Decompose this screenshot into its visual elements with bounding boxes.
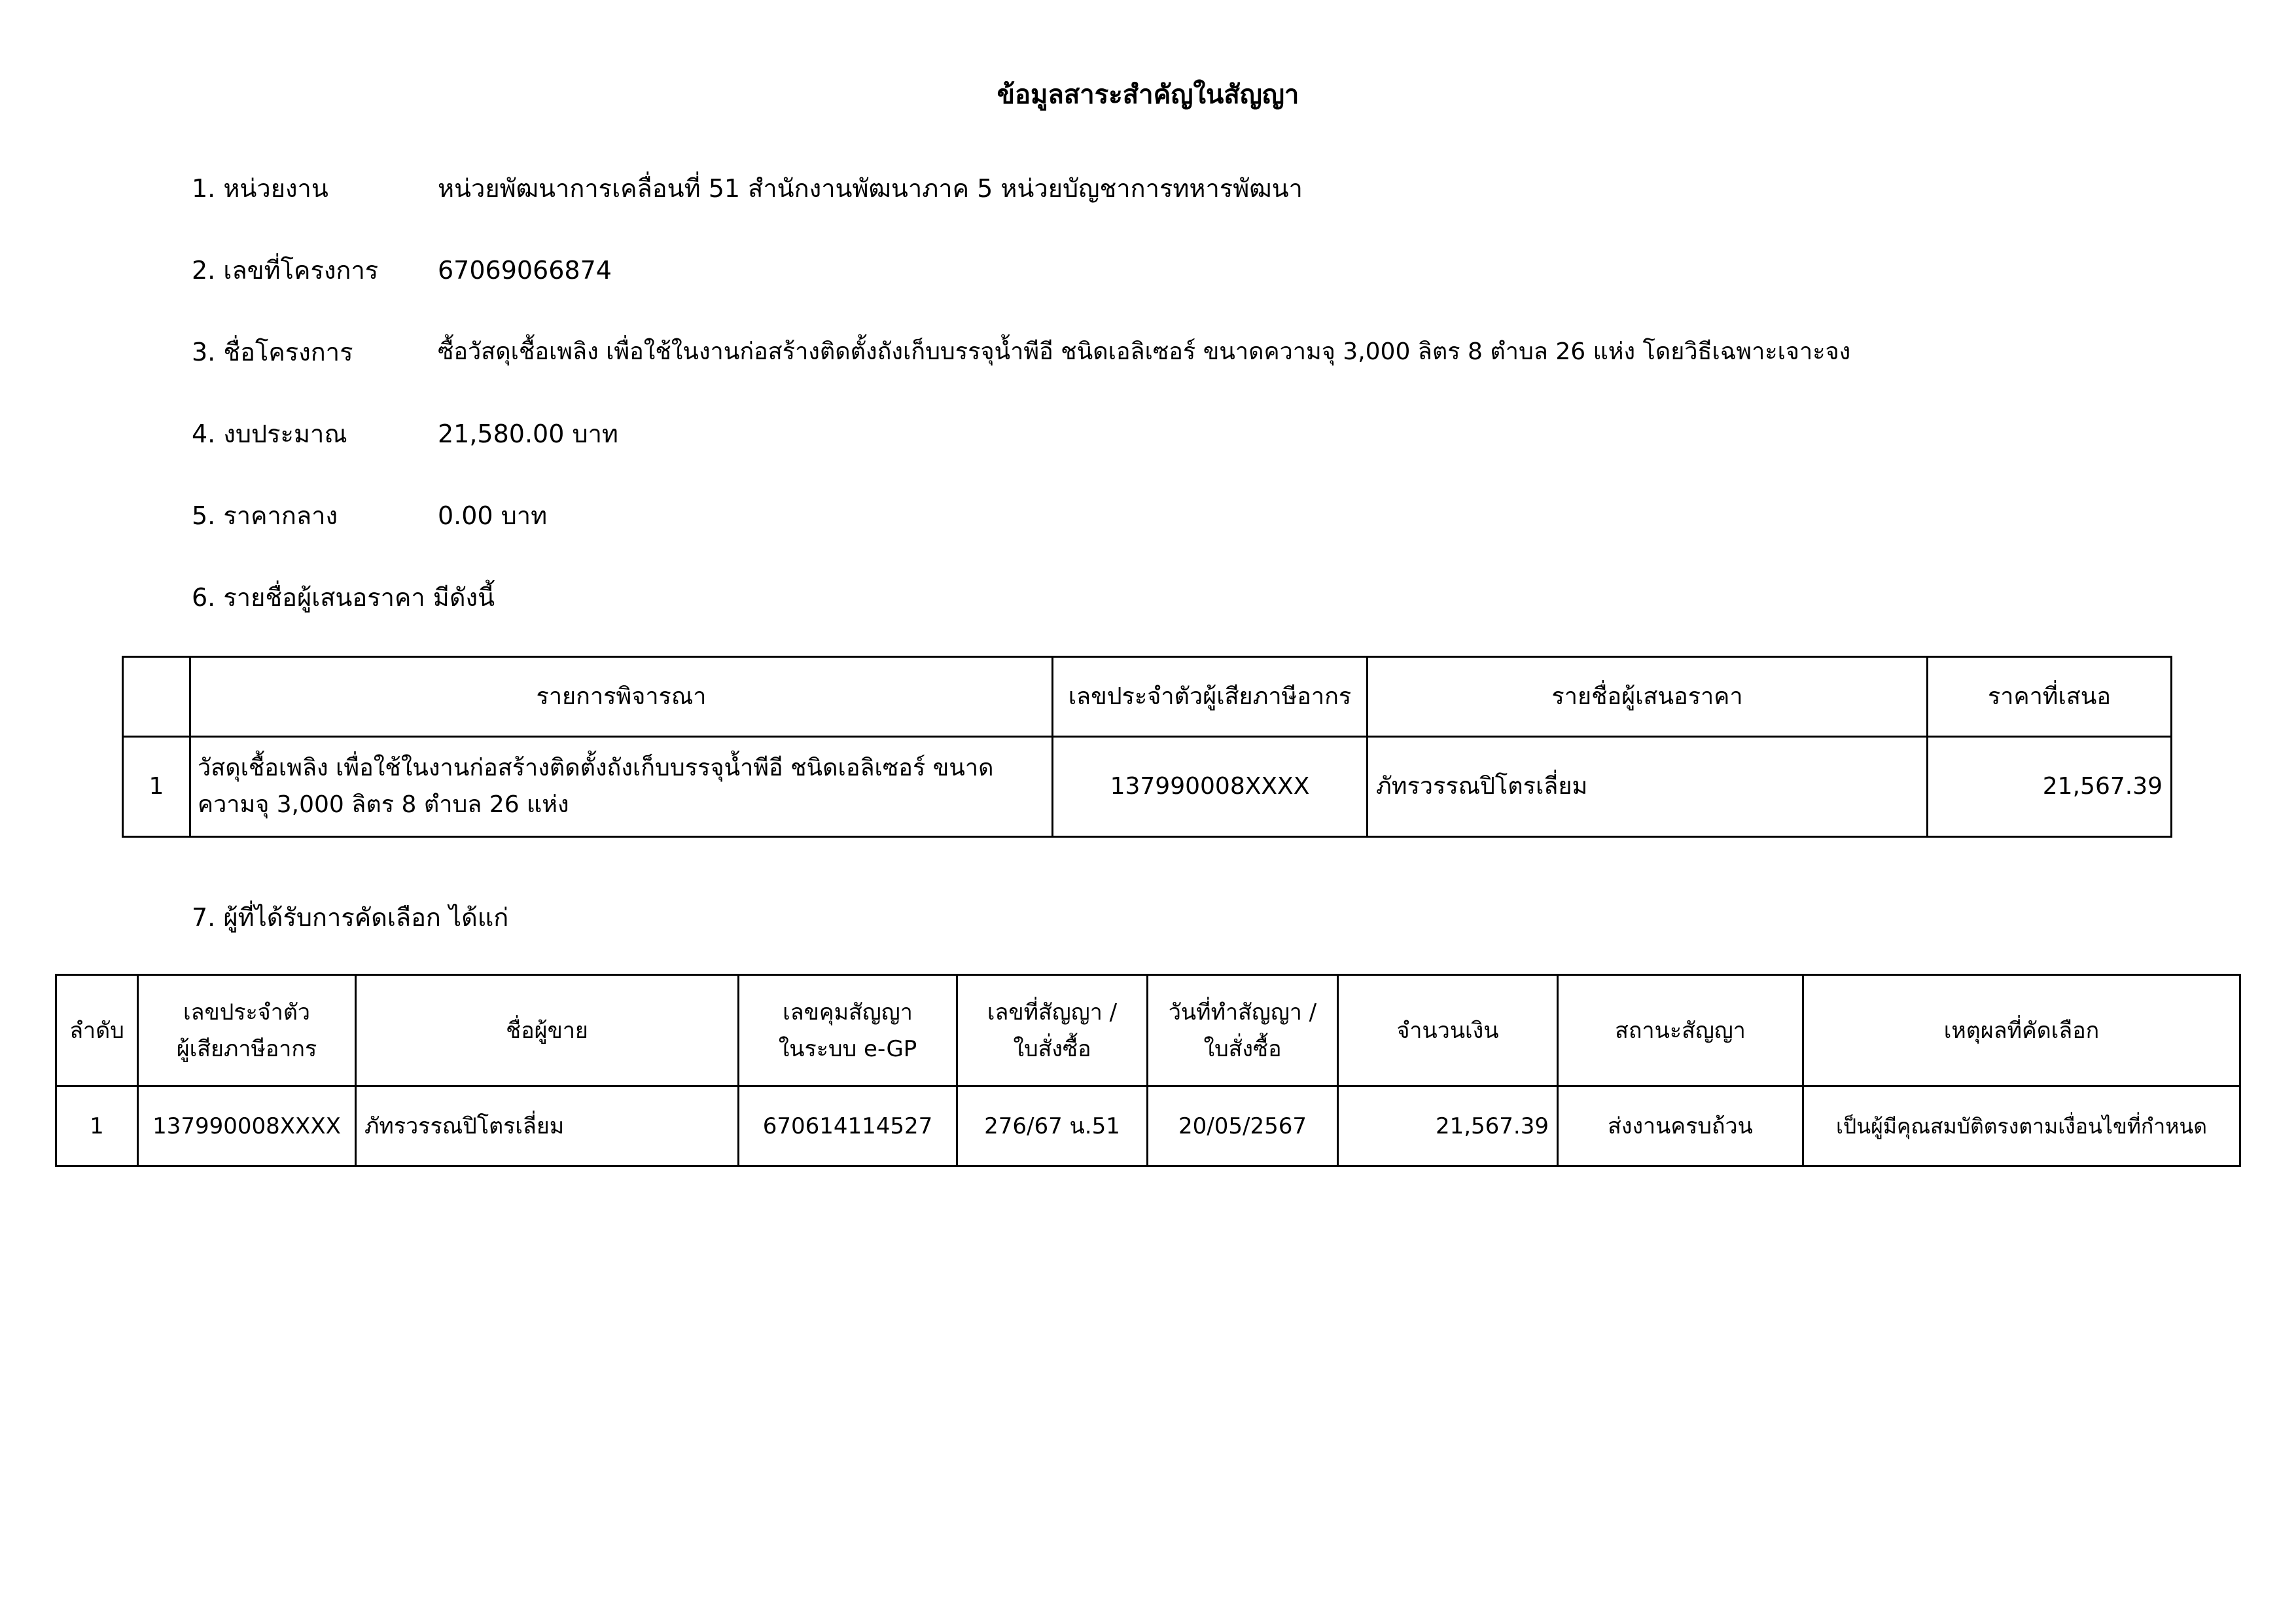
- selected-table: [55, 974, 2241, 1167]
- table-header-row: [56, 975, 2240, 1086]
- row-number: 1: [56, 1086, 138, 1166]
- column-header: เหตุผลที่คัดเลือก: [1803, 975, 2240, 1086]
- column-header: [123, 657, 190, 737]
- contract-date: 20/05/2567: [1148, 1086, 1338, 1166]
- column-header: วันที่ทำสัญญา / ใบสั่งซื้อ: [1148, 975, 1338, 1086]
- info-label: 2. เลขที่โครงการ: [192, 256, 379, 285]
- info-value: 21,580.00 บาท: [438, 419, 618, 448]
- info-label: 4. งบประมาณ: [192, 419, 347, 448]
- column-header: รายชื่อผู้เสนอราคา: [1368, 657, 1928, 737]
- column-header: รายการพิจารณา: [190, 657, 1053, 737]
- seller-name: ภัทรวรรณปิโตรเลี่ยม: [356, 1086, 739, 1166]
- selection-reason: เป็นผู้มีคุณสมบัติตรงตามเงื่อนไขที่กำหนด: [1803, 1086, 2240, 1166]
- column-header: จำนวนเงิน: [1338, 975, 1558, 1086]
- column-header: เลขคุมสัญญา ในระบบ e-GP: [739, 975, 957, 1086]
- column-header: ชื่อผู้ขาย: [356, 975, 739, 1086]
- item-description: วัสดุเชื้อเพลิง เพื่อใช้ในงานก่อสร้างติดตั้งถังเก็บบรรจุน้ำพีอี ชนิดเอลิเซอร์ ขนาดความจุ 3,000 ลิตร 8 ตำบล 26 แห่ง: [190, 737, 1053, 837]
- table-header-row: [123, 657, 2172, 737]
- tax-id: 137990008XXXX: [138, 1086, 356, 1166]
- column-header: ลำดับ: [56, 975, 138, 1086]
- info-value: หน่วยพัฒนาการเคลื่อนที่ 51 สำนักงานพัฒนาภาค 5 หน่วยบัญชาการทหารพัฒนา: [438, 174, 1303, 203]
- bidders-table: [122, 656, 2172, 838]
- document-title: ข้อมูลสาระสำคัญในสัญญา: [997, 80, 1299, 110]
- info-label: 1. หน่วยงาน: [192, 174, 328, 203]
- bidders-section-title: 6. รายชื่อผู้เสนอราคา มีดังนี้: [192, 583, 495, 612]
- contract-number: 276/67 น.51: [957, 1086, 1148, 1166]
- column-header: ราคาที่เสนอ: [1928, 657, 2172, 737]
- column-header: เลขประจำตัว ผู้เสียภาษีอากร: [138, 975, 356, 1086]
- contract-status: ส่งงานครบถ้วน: [1558, 1086, 1803, 1166]
- info-label: 3. ชื่อโครงการ: [192, 338, 353, 366]
- row-number: 1: [123, 737, 190, 837]
- column-header: เลขประจำตัวผู้เสียภาษีอากร: [1053, 657, 1368, 737]
- column-header: เลขที่สัญญา / ใบสั่งซื้อ: [957, 975, 1148, 1086]
- amount: 21,567.39: [1338, 1086, 1558, 1166]
- bidder-name: ภัทรวรรณปิโตรเลี่ยม: [1368, 737, 1928, 837]
- table-row: [56, 1086, 2240, 1166]
- info-value: 0.00 บาท: [438, 501, 548, 530]
- offered-price: 21,567.39: [1928, 737, 2172, 837]
- tax-id: 137990008XXXX: [1053, 737, 1368, 837]
- info-label: 5. ราคากลาง: [192, 501, 338, 530]
- column-header: สถานะสัญญา: [1558, 975, 1803, 1086]
- egp-control-number: 670614114527: [739, 1086, 957, 1166]
- info-value: 67069066874: [438, 256, 612, 285]
- table-row: [123, 737, 2172, 837]
- selected-section-title: 7. ผู้ที่ได้รับการคัดเลือก ได้แก่: [192, 903, 509, 932]
- info-value: ซื้อวัสดุเชื้อเพลิง เพื่อใช้ในงานก่อสร้างติดตั้งถังเก็บบรรจุน้ำพีอี ชนิดเอลิเซอร์ ขนาดความจุ 3,000 ลิตร 8 ตำบล 26 แห่ง โดยวิธีเฉพาะเจาะจง: [438, 338, 1851, 365]
